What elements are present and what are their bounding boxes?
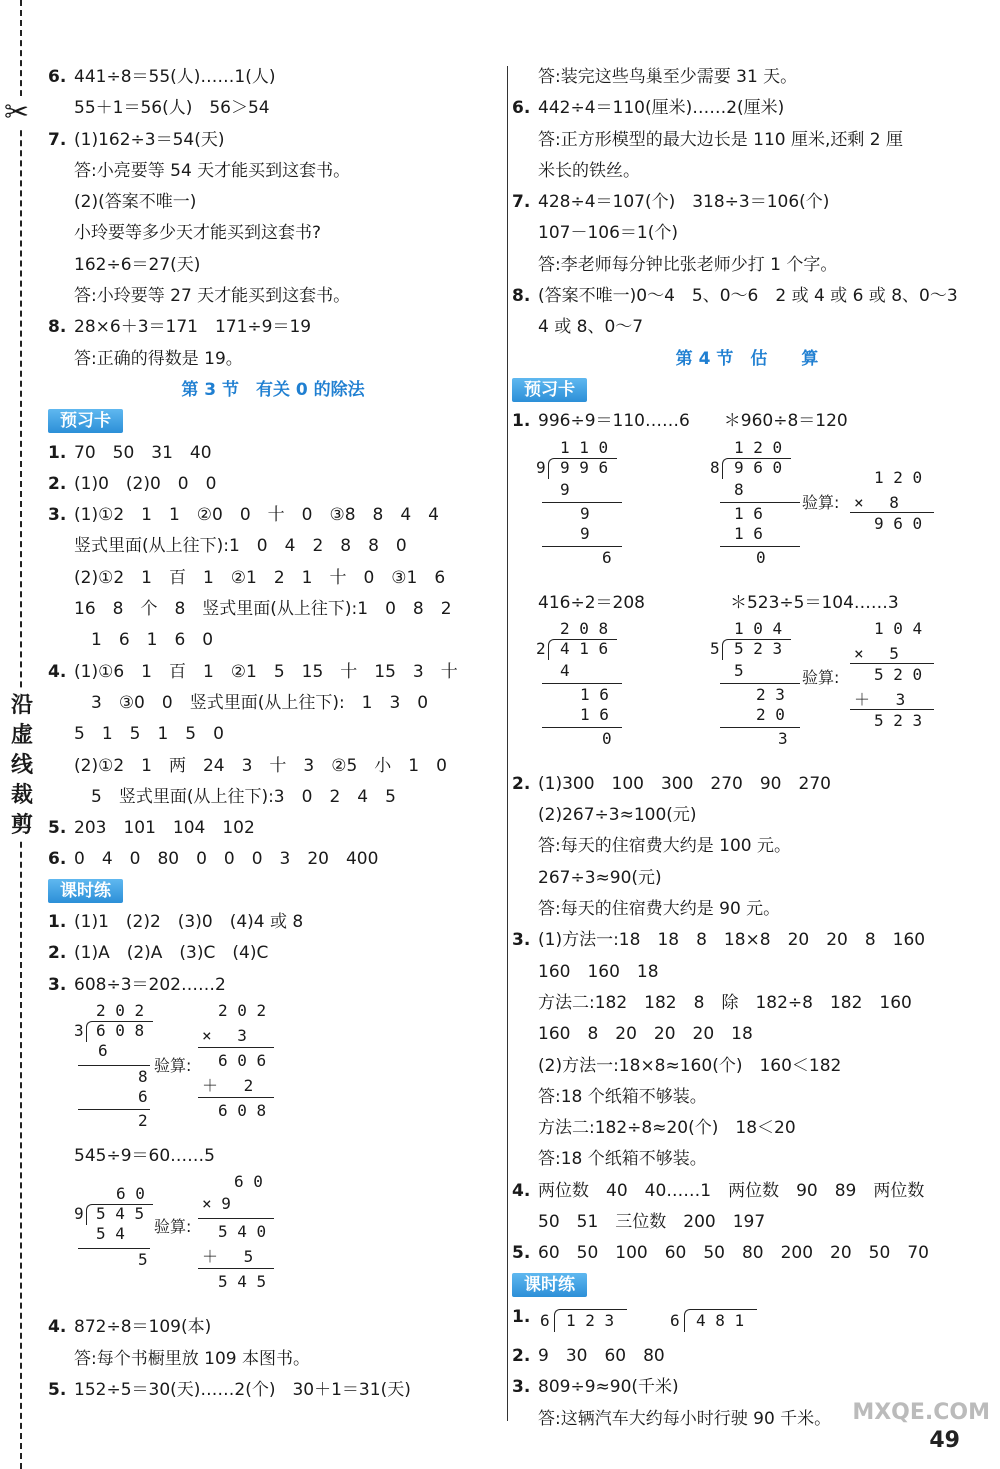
check-line: ＋ 5 (202, 1247, 254, 1267)
answer-line (48, 907, 498, 938)
watermark: MXQE.COM (852, 1400, 990, 1425)
answer-line (512, 1113, 982, 1144)
answer-line (48, 469, 498, 500)
item-number: 2. (48, 473, 67, 494)
answer-line (48, 625, 498, 656)
answer-line (48, 594, 498, 625)
check-line: ＋ 3 (854, 689, 906, 709)
left-answers-a (48, 62, 498, 375)
answer-text: 两位数 40 40……1 两位数 90 89 两位数 (538, 1180, 925, 1201)
answer-text: 872÷8＝109(本) (74, 1317, 212, 1338)
answer-line (512, 1238, 982, 1269)
lesson-practice-tag: 课时练 (512, 1273, 587, 1297)
left-answers-b (48, 438, 498, 876)
answer-text: 答:小亮要等 54 天才能买到这套书。 (74, 160, 351, 181)
dividend: 5 2 3 (734, 638, 783, 658)
item-number: 4. (48, 1317, 67, 1338)
step: 0 (756, 547, 766, 567)
answer-line (512, 1144, 982, 1175)
long-division-608 (48, 1001, 498, 1141)
answer-text: (1)162÷3＝54(天) (74, 129, 225, 150)
answer-line (512, 1019, 982, 1050)
item-number: 1. (48, 442, 67, 463)
check-line: 5 2 0 (874, 664, 923, 684)
answer-line: 545÷9＝60……5 (74, 1145, 215, 1166)
answer-text: 答:这辆汽车大约每小时行驶 90 千米。 (538, 1408, 832, 1429)
item-number: 8. (512, 286, 531, 307)
answer-text: 107－106＝1(个) (538, 223, 678, 244)
answer-text: 16 8 个 8 竖式里面(从上往下):1 0 8 2 (74, 599, 452, 620)
check-line: 1 2 0 (874, 467, 923, 487)
item-number: 8. (48, 317, 67, 338)
quotient: 6 0 (116, 1184, 145, 1204)
answer-text: 55＋1＝56(人) 56＞54 (74, 98, 270, 119)
answer-line (48, 938, 498, 969)
left-answers-d (48, 1312, 498, 1406)
quotient: 1 1 0 (560, 437, 609, 457)
answer-text: 5 1 5 1 5 0 (74, 724, 224, 745)
check-line: 6 0 8 (218, 1100, 267, 1120)
item-number: 3. (48, 505, 67, 526)
step: 0 (602, 728, 612, 748)
check-label: 验算: (154, 1217, 192, 1237)
step: 6 (98, 1040, 108, 1060)
preview-card-tag: 预习卡 (512, 378, 587, 402)
item-number: 5. (512, 1243, 531, 1264)
answer-text: 1 6 1 6 0 (74, 630, 214, 651)
step: 8 (138, 1066, 148, 1086)
answer-line (48, 250, 498, 281)
check-line: 2 0 2 (218, 1000, 267, 1020)
answer-line (48, 782, 498, 813)
answer-text: 小玲要等多少天才能买到这套书? (74, 223, 322, 244)
check-line: × 9 (202, 1194, 231, 1214)
answer-line (512, 125, 982, 156)
answer-text: 70 50 31 40 (74, 442, 212, 463)
quotient: 2 0 8 (560, 618, 609, 638)
step: 5 4 (96, 1224, 125, 1244)
answer-line (48, 438, 498, 469)
step: 5 (734, 660, 744, 680)
step: 2 0 (756, 704, 785, 724)
answer-line (48, 751, 498, 782)
item-number: 4. (48, 661, 67, 682)
page-number: 49 (929, 1428, 960, 1453)
check-label: 验算: (802, 492, 840, 512)
answer-line (512, 156, 982, 187)
check-line: 5 4 0 (218, 1222, 267, 1242)
quotient: 1 0 4 (734, 618, 783, 638)
dividend: 9 9 6 (560, 457, 609, 477)
section-3-title: 第 3 节 有关 0 的除法 (181, 379, 365, 400)
step: 3 (778, 728, 788, 748)
answer-text: (2)方法一:18×8≈160(个) 160＜182 (538, 1055, 842, 1076)
answer-line (512, 1341, 982, 1372)
answer-text: 50 51 三位数 200 197 (538, 1212, 766, 1233)
answer-text: 3 ③0 0 竖式里面(从上往下): 1 3 0 (74, 692, 429, 713)
answer-text: 答:每天的住宿费大约是 100 元。 (538, 836, 791, 857)
item-number: 7. (48, 129, 67, 150)
answer-line (512, 1082, 982, 1113)
check-line: 1 0 4 (874, 618, 923, 638)
item-number: 7. (512, 192, 531, 213)
answer-text: 0 4 0 80 0 0 0 3 20 400 (74, 849, 379, 870)
answer-line (48, 156, 498, 187)
answer-text: 米长的铁丝。 (538, 160, 640, 181)
answer-text: 答:小玲要等 27 天才能买到这套书。 (74, 286, 351, 307)
item-number: 5. (48, 1379, 67, 1400)
answer-line (48, 657, 498, 688)
answer-line (512, 1051, 982, 1082)
answer-line (48, 531, 498, 562)
answer-text: 9 30 60 80 (538, 1345, 665, 1366)
item-number: 2. (512, 773, 531, 794)
divisor: 3 (74, 1020, 84, 1040)
item-number: 1. (512, 1306, 531, 1327)
step: 1 6 (734, 503, 763, 523)
check-label: 验算: (154, 1055, 192, 1075)
step: 6 (602, 547, 612, 567)
step: 2 (138, 1110, 148, 1130)
step: 2 3 (756, 684, 785, 704)
answer-line (512, 988, 982, 1019)
section-4-title: 第 4 节 估 算 (675, 348, 819, 369)
quotient: 1 2 0 (734, 437, 783, 457)
answer-line (48, 500, 498, 531)
divisor: 9 (536, 457, 546, 477)
answer-line (48, 719, 498, 750)
left-column (48, 62, 498, 1406)
answer-line (512, 62, 982, 93)
answer-text: 答:李老师每分钟比张老师少打 1 个字。 (538, 254, 838, 275)
answer-text: (1)1 (2)2 (3)0 (4)4 或 8 (74, 912, 304, 933)
answer-text: 267÷3≈90(元) (538, 867, 662, 888)
answer-text: (1)A (2)A (3)C (4)C (74, 943, 269, 964)
item-number: 5. (48, 818, 67, 839)
divisions-row-2 (512, 619, 982, 769)
dividend: 4 1 6 (560, 638, 609, 658)
check-line: 5 2 3 (874, 710, 923, 730)
left-answers-c (48, 907, 498, 1001)
answer-line (512, 312, 982, 343)
item-number: 6. (48, 67, 67, 87)
dividend: 5 4 5 (96, 1204, 145, 1224)
item-number: 1. (512, 411, 531, 432)
answer-text: 方法二:182 182 8 除 182÷8 182 160 (538, 992, 912, 1013)
check-line: × 5 (854, 643, 899, 663)
item-number: 4. (512, 1180, 531, 1201)
answer-text: 5 竖式里面(从上往下):3 0 2 4 5 (74, 786, 396, 807)
item-number: 2. (48, 943, 67, 964)
answer-line (512, 894, 982, 925)
divisor: 6 (540, 1310, 550, 1330)
check-line: 9 6 0 (874, 513, 923, 533)
divisor: 8 (710, 457, 720, 477)
answer-text: (答案不唯一)0～4 5、0～6 2 或 4 或 6 或 8、0～3 (538, 286, 958, 307)
answer-line (48, 970, 498, 1001)
answer-text: 428÷4＝107(个) 318÷3＝106(个) (538, 192, 830, 213)
answer-line (512, 187, 982, 218)
answer-text: 441÷8＝55(人)……1(人) (74, 67, 276, 87)
answer-text: 996÷9＝110……6 ＊960÷8＝120 (538, 411, 848, 432)
answer-text: 答:正方形模型的最大边长是 110 厘米,还剩 2 厘 (538, 129, 904, 150)
answer-text: 442÷4＝110(厘米)……2(厘米) (538, 98, 785, 119)
answer-line (512, 218, 982, 249)
right-answers-a (512, 62, 982, 344)
answer-text: 60 50 100 60 50 80 200 20 50 70 (538, 1243, 929, 1264)
step: 1 6 (734, 523, 763, 543)
answer-text: 答:18 个纸箱不够装。 (538, 1149, 707, 1170)
divisions-row-1 (512, 438, 982, 588)
answer-line (48, 93, 498, 124)
step: 8 (734, 479, 744, 499)
answer-line (48, 344, 498, 375)
answer-line (48, 312, 498, 343)
step: 9 (580, 523, 590, 543)
quotient: 2 0 2 (96, 1000, 145, 1020)
answer-line (48, 187, 498, 218)
answer-text: 28×6＋3＝171 171÷9＝19 (74, 317, 312, 338)
item-number: 3. (512, 930, 531, 951)
answer-line (512, 925, 982, 956)
long-division-545 (48, 1172, 498, 1312)
answer-line (512, 281, 982, 312)
check-line: ＋ 2 (202, 1075, 254, 1095)
step: 1 6 (580, 684, 609, 704)
answer-text: 608÷3＝202……2 (74, 974, 226, 995)
answer-line (512, 93, 982, 124)
check-line: × 8 (854, 492, 899, 512)
answer-text: (1)300 100 300 270 90 270 (538, 773, 831, 794)
answer-text: 160 160 18 (538, 961, 659, 982)
step: 1 6 (580, 704, 609, 724)
dividend: 9 6 0 (734, 457, 783, 477)
answer-text: (2)①2 1 百 1 ②1 2 1 十 0 ③1 6 (74, 567, 446, 588)
divisor: 2 (536, 638, 546, 658)
answer-line (512, 1207, 982, 1238)
right-column (512, 62, 982, 1435)
answer-text: 160 8 20 20 20 18 (538, 1024, 753, 1045)
answer-line (48, 1375, 498, 1406)
check-line: 6 0 6 (218, 1050, 267, 1070)
item-number: 3. (512, 1377, 531, 1398)
answer-text: 竖式里面(从上往下):1 0 4 2 8 8 0 (74, 536, 407, 557)
step: 4 (560, 660, 570, 680)
scissors-icon: ✂ (4, 95, 30, 130)
dividend: 4 8 1 (696, 1310, 745, 1330)
answer-line (512, 800, 982, 831)
cut-note: 沿虚线裁剪 (8, 690, 36, 840)
answer-line (48, 844, 498, 875)
answer-line (48, 1344, 498, 1375)
divisor: 6 (670, 1310, 680, 1330)
answer-text: 答:正确的得数是 19。 (74, 348, 243, 369)
division-brackets (512, 1301, 982, 1341)
answer-text: (2)267÷3≈100(元) (538, 805, 697, 826)
answer-text: 答:装完这些鸟巢至少需要 31 天。 (538, 67, 798, 87)
item-number: 2. (512, 1345, 531, 1366)
divisor: 5 (710, 638, 720, 658)
answer-text: (1)0 (2)0 0 0 (74, 473, 217, 494)
answer-text: (2)(答案不唯一) (74, 192, 197, 213)
answer-line: 416÷2＝208 ＊523÷5＝104……3 (538, 592, 899, 613)
answer-line (48, 125, 498, 156)
step: 5 (138, 1250, 148, 1270)
answer-line (48, 281, 498, 312)
answer-text: 809÷9≈90(千米) (538, 1377, 679, 1398)
answer-line (48, 62, 498, 93)
answer-line (512, 1372, 982, 1403)
answer-text: 答:每天的住宿费大约是 90 元。 (538, 899, 781, 920)
answer-line (512, 831, 982, 862)
answer-text: 答:每个书橱里放 109 本图书。 (74, 1348, 310, 1369)
answer-text: (2)①2 1 两 24 3 十 3 ②5 小 1 0 (74, 755, 447, 776)
answer-line (48, 688, 498, 719)
dividend: 1 2 3 (566, 1310, 615, 1330)
answer-line (512, 863, 982, 894)
dividend: 6 0 8 (96, 1020, 145, 1040)
check-line: 6 0 (234, 1172, 263, 1192)
item-number: 1. (48, 912, 67, 933)
lesson-practice-tag: 课时练 (48, 879, 123, 903)
answer-line (48, 813, 498, 844)
answer-line (48, 218, 498, 249)
answer-line (512, 769, 982, 800)
answer-text: (1)①2 1 1 ②0 0 十 0 ③8 8 4 4 (74, 505, 439, 526)
check-line: 5 4 5 (218, 1272, 267, 1292)
column-divider (507, 66, 508, 1421)
item-number: 3. (48, 974, 67, 995)
answer-text: 162÷6＝27(天) (74, 254, 201, 275)
answer-line (512, 1176, 982, 1207)
answer-text: 4 或 8、0～7 (538, 317, 644, 338)
divisor: 9 (74, 1204, 84, 1224)
check-label: 验算: (802, 667, 840, 687)
answer-line (512, 957, 982, 988)
preview-card-tag: 预习卡 (48, 409, 123, 433)
answer-text: 203 101 104 102 (74, 818, 255, 839)
answer-text: (1)方法一:18 18 8 18×8 20 20 8 160 (538, 930, 926, 951)
answer-line (48, 563, 498, 594)
check-line: × 3 (202, 1025, 247, 1045)
step: 6 (138, 1086, 148, 1106)
answer-line (48, 1312, 498, 1343)
answer-text: 152÷5＝30(天)……2(个) 30＋1＝31(天) (74, 1379, 411, 1400)
item-number: 6. (512, 98, 531, 119)
answer-text: (1)①6 1 百 1 ②1 5 15 十 15 3 十 (74, 661, 458, 682)
right-answers-b (512, 769, 982, 1270)
step: 9 (560, 479, 570, 499)
answer-line (512, 250, 982, 281)
answer-text: 方法二:182÷8≈20(个) 18＜20 (538, 1118, 796, 1139)
step: 9 (580, 503, 590, 523)
answer-text: 答:18 个纸箱不够装。 (538, 1086, 707, 1107)
item-number: 6. (48, 849, 67, 870)
